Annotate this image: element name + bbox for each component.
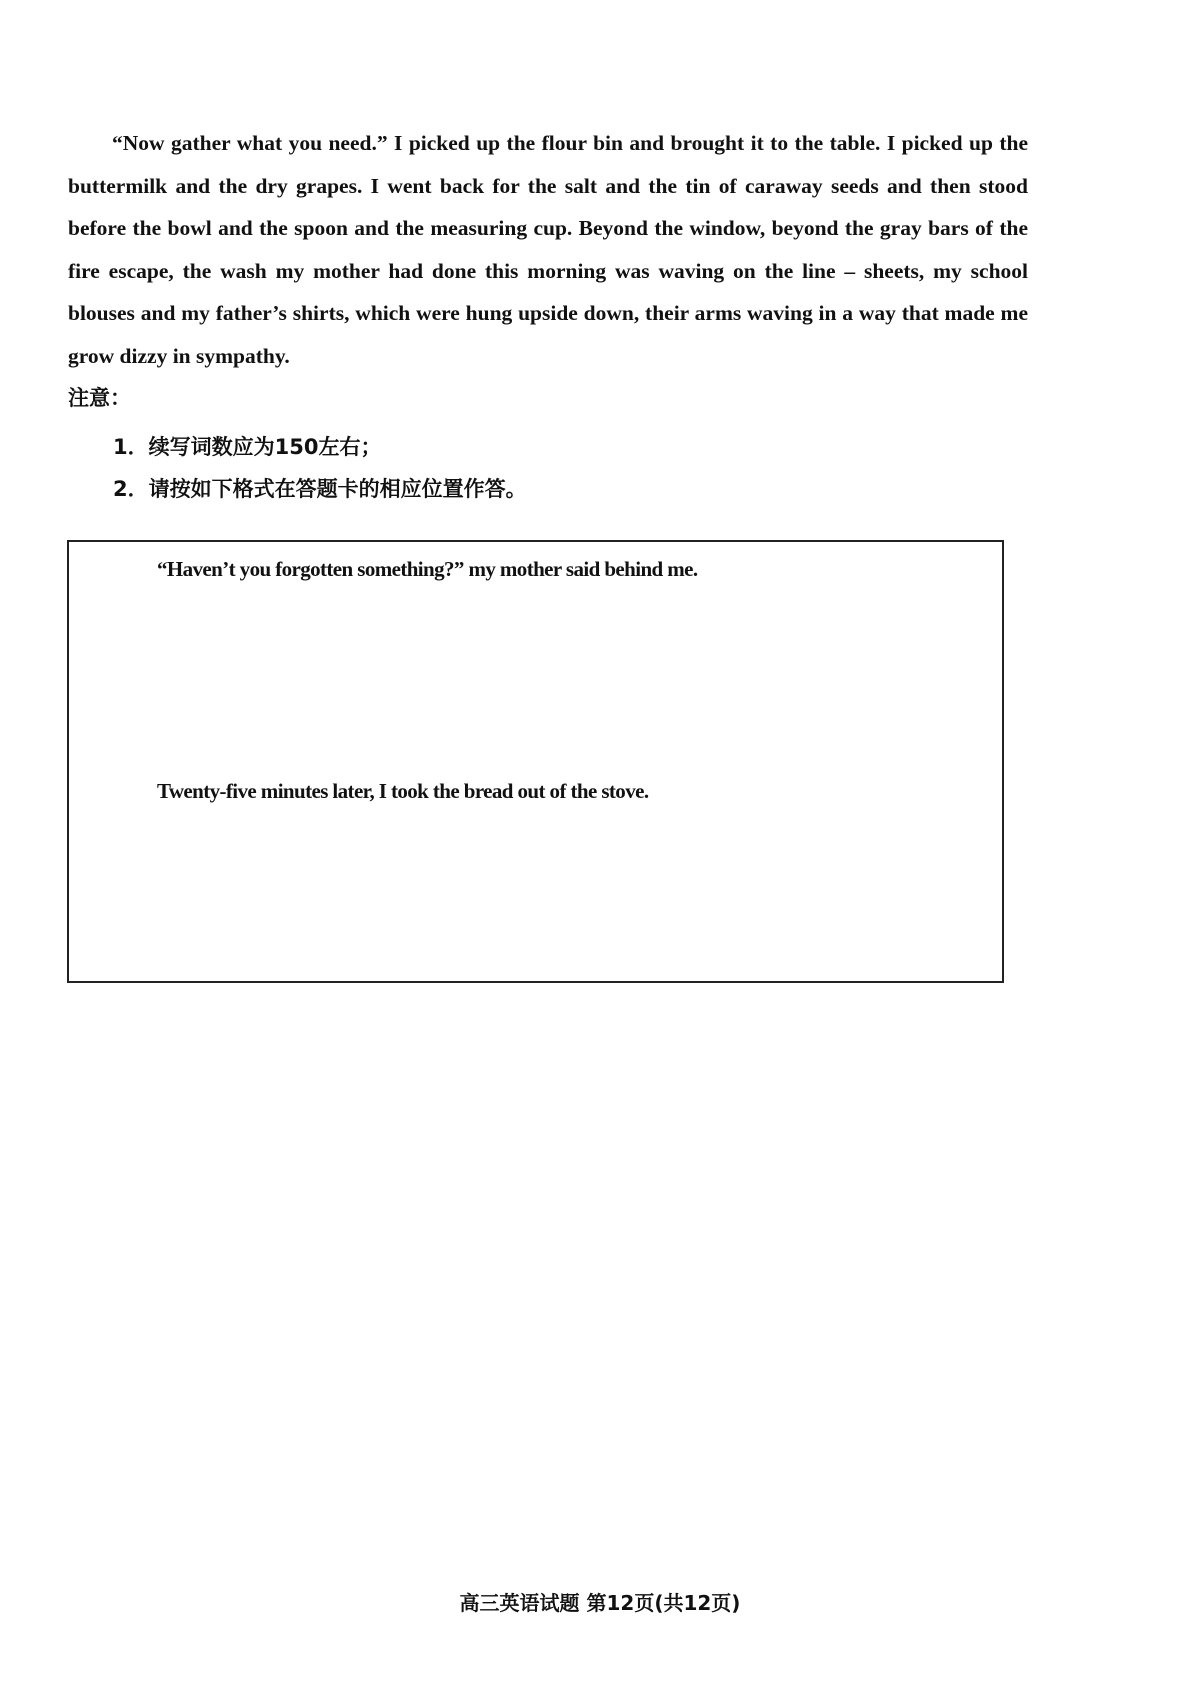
note-item-word-count: 1．续写词数应为150左右； <box>113 435 382 459</box>
notes-list <box>113 426 527 510</box>
page-footer: 高三英语试题 第12页(共12页) <box>459 1591 741 1615</box>
note-item-answer-format: 2．请按如下格式在答题卡的相应位置作答。 <box>113 477 527 501</box>
notes-heading: 注意： <box>68 386 131 410</box>
answer-format-box <box>67 540 1004 983</box>
story-passage: “Now gather what you need.” I picked up the flour bin and brought it to the table. I picked up the buttermilk and the dry grapes. I went back for the salt and the tin of caraway seeds and then stood before the bowl and the spoon and the measuring cup. Beyond the window, beyond the gray bars of the fire escape, the wash my mother had done this morning was waving on the line – sheets, my school blouses and my father’s shirts, which were hung upside down, their arms waving in a way that made me grow dizzy in sympathy. <box>68 131 1028 368</box>
paragraph-1-opening-sentence: “Haven’t you forgotten something?” my mother said behind me. <box>157 557 698 581</box>
paragraph-2-opening-sentence: Twenty-five minutes later, I took the bread out of the stove. <box>157 779 649 803</box>
